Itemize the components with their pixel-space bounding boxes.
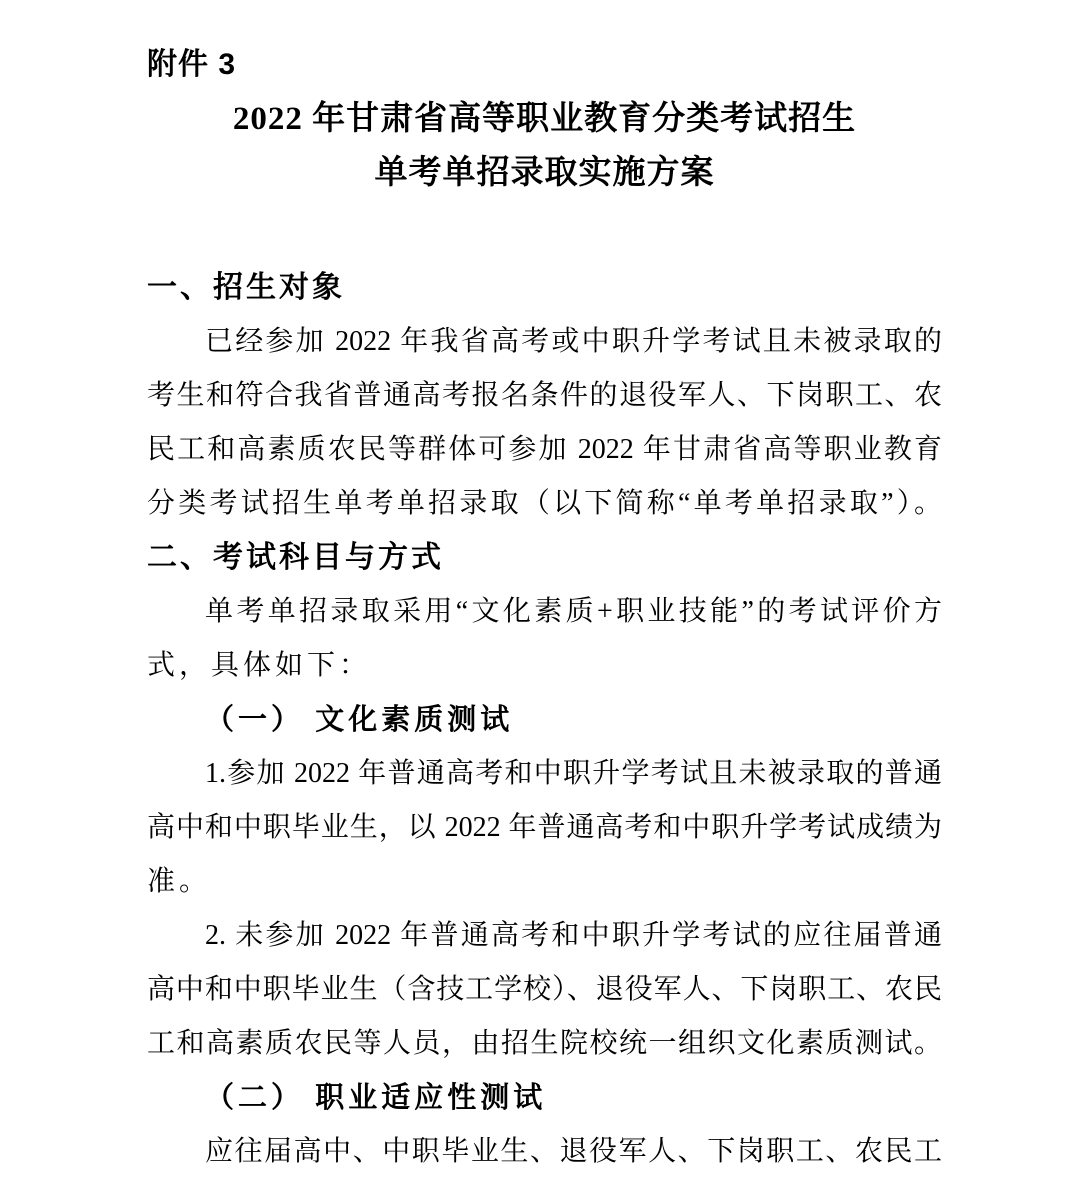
subsection-1-heading: （一） 文化素质测试 <box>205 704 514 736</box>
subsection-1-item-2-line: 高中和中职毕业生（含技工学校）、退役军人、下岗职工、农民 <box>147 974 942 1005</box>
document-title-line-2: 单考单招录取实施方案 <box>374 155 715 191</box>
section-1-heading: 一、招生对象 <box>147 271 345 304</box>
section-1-paragraph-line: 考生和符合我省普通高考报名条件的退役军人、下岗职工、农 <box>147 380 942 411</box>
section-1-paragraph-line: 已经参加 2022 年我省高考或中职升学考试且未被录取的 <box>205 326 942 357</box>
subsection-1-item-2-line: 2. 未参加 2022 年普通高考和中职升学考试的应往届普通 <box>205 920 942 951</box>
subsection-1-item-1-line: 准。 <box>147 866 212 897</box>
section-2-intro-line: 单考单招录取采用“文化素质+职业技能”的考试评价方 <box>205 596 942 627</box>
attachment-label: 附件 3 <box>147 48 237 81</box>
subsection-1-item-1-line: 高中和中职毕业生，以 2022 年普通高考和中职升学考试成绩为 <box>147 812 942 843</box>
document-title-line-1: 2022 年甘肃省高等职业教育分类考试招生 <box>232 101 857 137</box>
subsection-1-item-1-line: 1.参加 2022 年普通高考和中职升学考试且未被录取的普通 <box>205 758 942 789</box>
section-2-intro-line: 式，具体如下： <box>147 650 372 681</box>
subsection-1-item-2-line: 工和高素质农民等人员，由招生院校统一组织文化素质测试。 <box>147 1028 942 1059</box>
title-body-gap <box>147 200 942 261</box>
subsection-2-paragraph-line: 应往届高中、中职毕业生、退役军人、下岗职工、农民工 <box>205 1136 942 1167</box>
section-2-heading: 二、考试科目与方式 <box>147 541 444 574</box>
section-1-paragraph-line: 民工和高素质农民等群体可参加 2022 年甘肃省高等职业教育 <box>147 434 942 465</box>
subsection-2-heading: （二） 职业适应性测试 <box>205 1082 547 1114</box>
section-1-paragraph-line: 分类考试招生单考单招录取（以下简称“单考单招录取”）。 <box>147 488 942 519</box>
